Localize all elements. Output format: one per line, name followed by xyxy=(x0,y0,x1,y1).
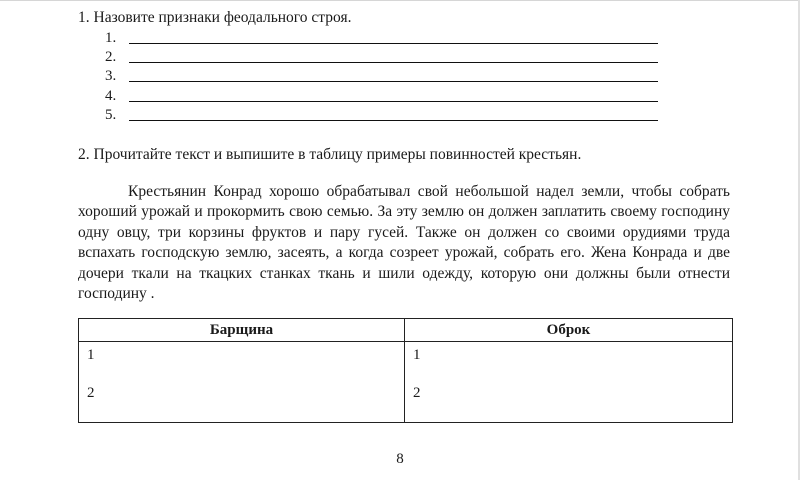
table-header-row xyxy=(79,319,733,342)
answer-line-5[interactable] xyxy=(105,106,658,124)
list-item: 2 xyxy=(413,385,421,401)
answer-number: 3. xyxy=(105,68,117,84)
answer-underline xyxy=(129,81,658,82)
answer-underline xyxy=(129,43,658,44)
answer-underline xyxy=(129,62,658,63)
barshchina-cell[interactable] xyxy=(79,342,405,423)
question-2-title: 2. Прочитайте текст и выпишите в таблицу примеры повинностей крестьян. xyxy=(78,146,582,163)
reading-text xyxy=(78,182,730,304)
answer-line-3[interactable] xyxy=(105,67,658,85)
answer-underline xyxy=(129,120,658,121)
answer-line-4[interactable] xyxy=(105,87,658,105)
header-obrok: Оброк xyxy=(405,319,733,342)
answer-number: 2. xyxy=(105,49,117,65)
duties-table xyxy=(78,318,733,423)
obrok-cell[interactable] xyxy=(405,342,733,423)
answer-line-1[interactable] xyxy=(105,29,658,47)
list-item: 1 xyxy=(413,347,421,363)
answer-number: 1. xyxy=(105,30,117,46)
table-row xyxy=(79,342,733,423)
answer-underline xyxy=(129,101,658,102)
page-number: 8 xyxy=(396,451,404,467)
answer-number: 4. xyxy=(105,88,117,104)
page-top-border xyxy=(0,0,800,1)
answer-number: 5. xyxy=(105,107,117,123)
question-1-title: 1. Назовите признаки феодального строя. xyxy=(78,9,352,26)
answer-line-2[interactable] xyxy=(105,48,658,66)
list-item: 2 xyxy=(87,385,95,401)
list-item: 1 xyxy=(87,347,95,363)
header-barshchina: Барщина xyxy=(79,319,405,342)
reading-text-body: Крестьянин Конрад хорошо обрабатывал свой небольшой надел земли, чтобы собрать хороший урожай и прокормить свою семью. За эту землю он должен заплатить своему господину одну овцу, три корзины фруктов и пару гусей. Также он должен со своими орудиями труда вспахать господскую землю, засеять, а когда созреет урожай, собрать его. Жена Конрада и две дочери ткали на ткацких станках ткань и шили одежду, которую они должны были отнести господину . xyxy=(78,183,730,303)
